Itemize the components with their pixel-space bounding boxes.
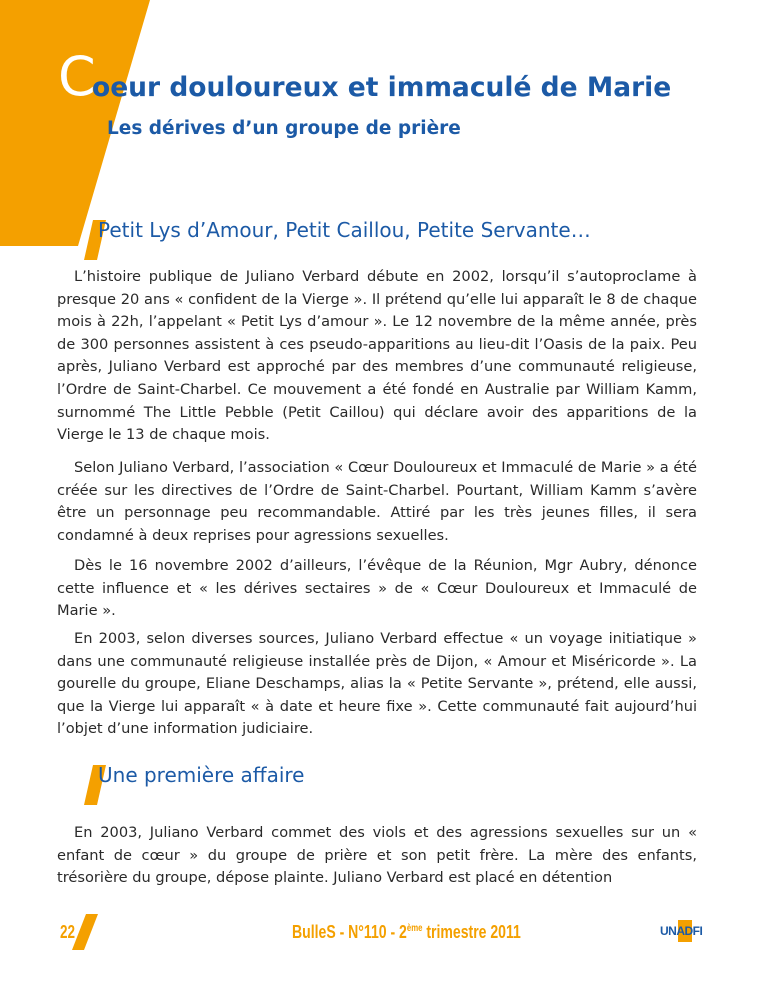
page-title: oeur douloureux et immaculé de Marie	[92, 72, 672, 103]
paragraph: En 2003, selon diverses sources, Juliano Verbard effectue « un voyage initiatique » dans une communauté religieuse installée près de Dijon, « Amour et Miséricorde ». La gourelle du groupe, Eliane Deschamps, alias la « Petite Servante », prétend, elle aussi, que la Vierge lui apparaît « à date et heure fixe ». Cette communauté fait aujourd’hui l’objet d’une information judiciaire.	[57, 630, 697, 738]
heading-initial: U	[98, 763, 113, 787]
paragraph: En 2003, Juliano Verbard commet des viols et des agressions sexuelles sur un « enfant de cœur » du groupe de prière et son petit frère. La mère des enfants, trésorière du groupe, dépose plainte. Juliano Verbard est placé en détention	[57, 824, 697, 887]
footer-slash-decoration	[72, 914, 98, 950]
unadfi-logo	[660, 920, 712, 942]
publication-info: BulleS - N°110 - 2ème trimestre 2011	[292, 922, 521, 942]
page-subtitle: Les dérives d’un groupe de prière	[107, 118, 461, 139]
heading-text: etit Lys d’Amour, Petit Caillou, Petite Servante…	[109, 218, 591, 242]
page-number: 22	[60, 922, 76, 942]
paragraph: L’histoire publique de Juliano Verbard débute en 2002, lorsqu’il s’autoproclame à presque 20 ans « confident de la Vierge ». Il prétend qu’elle lui apparaît le 8 de chaque mois à 22h, l’appelant « Petit Lys d’amour ». Le 12 novembre de la même année, près de 300 personnes assistent à ces pseudo-apparitions au lieu-dit l’Oasis de la paix. Peu après, Juliano Verbard est approché par des membres d’une communauté religieuse, l’Ordre de Saint-Charbel. Ce mouvement a été fondé en Australie par William Kamm, surnommé The Little Pebble (Petit Caillou) qui déclare avoir des apparitions de la Vierge le 13 de chaque mois.	[57, 268, 697, 444]
heading-initial: P	[98, 218, 110, 242]
section-heading-1	[84, 218, 591, 242]
paragraph: Dès le 16 novembre 2002 d’ailleurs, l’évêque de la Réunion, Mgr Aubry, dénonce cette influence et « les dérives sectaires » de « Cœur Douloureux et Immaculé de Marie ».	[57, 557, 697, 620]
logo-text: UNADFI	[660, 924, 703, 938]
title-initial: C	[58, 45, 96, 108]
heading-text: ne première affaire	[112, 763, 305, 787]
paragraph: Selon Juliano Verbard, l’association « Cœur Douloureux et Immaculé de Marie » a été créée sur les directives de l’Ordre de Saint-Charbel. Pourtant, William Kamm s’avère être un personnage peu recommandable. Attiré par les très jeunes filles, il sera condamné à deux reprises pour agressions sexuelles.	[57, 459, 697, 544]
section-heading-2	[84, 763, 305, 787]
